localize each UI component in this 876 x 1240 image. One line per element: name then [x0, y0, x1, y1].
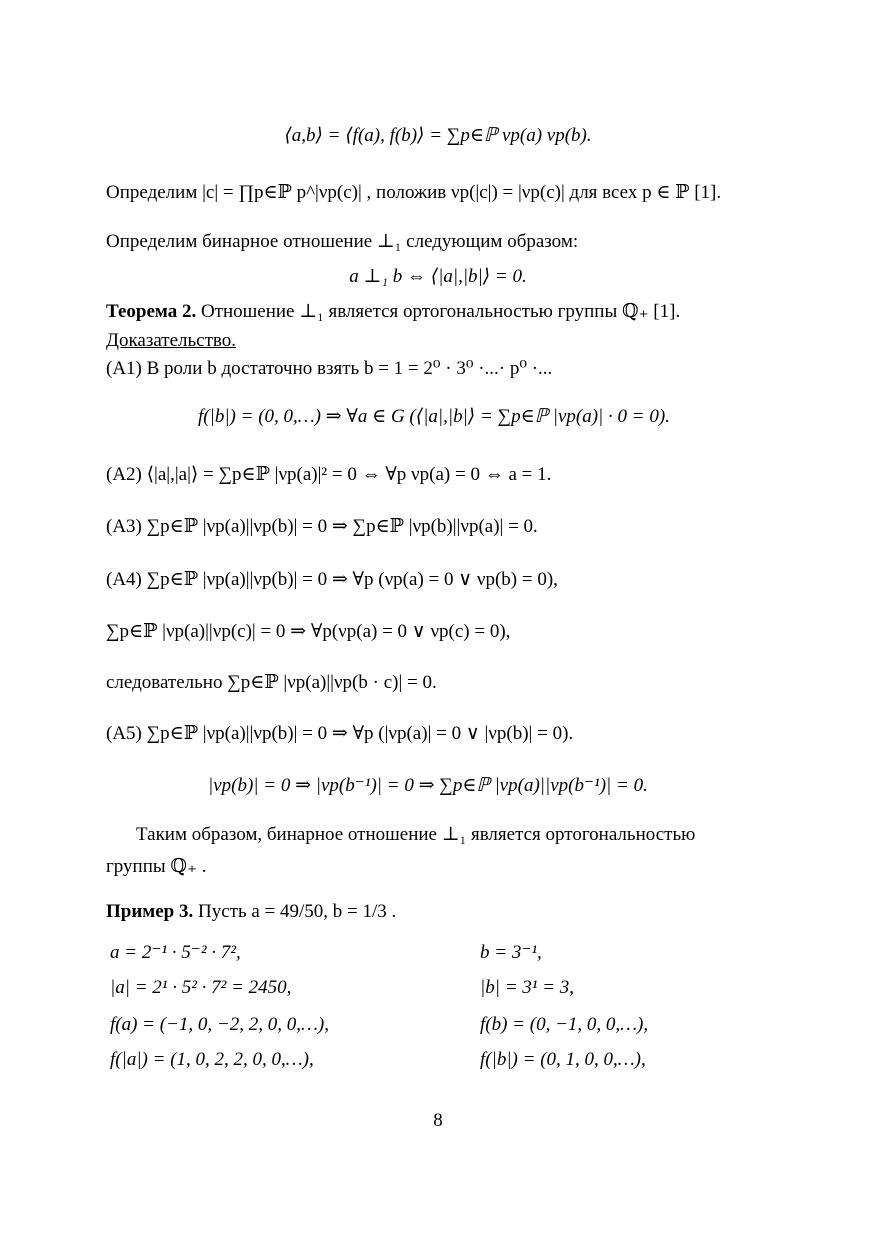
- example-row-3-left: f(a) = (−1, 0, −2, 2, 0, 0,…),: [110, 1014, 329, 1035]
- example-3: [106, 900, 396, 924]
- formula-inner-product: ⟨a,b⟩ = ⟨f(a), f(b)⟩ = ∑p∈ℙ νp(a) νp(b).: [284, 125, 592, 146]
- example-row-3-right: f(b) = (0, −1, 0, 0,…),: [480, 1014, 649, 1035]
- example-3-label: Пример 3.: [106, 901, 194, 922]
- conclusion-line-2: группы ℚ₊ .: [106, 856, 207, 877]
- formula-a4-second: ∑p∈ℙ |νp(a)||νp(c)| = 0 ⇒ ∀p(νp(a) = 0 ∨ νp(c) = 0),: [106, 621, 511, 642]
- theorem-2: [106, 300, 680, 324]
- definition-abs-c: Определим |c| = ∏p∈ℙ p^|νp(c)| , положив νp(|c|) = |νp(c)| для всех p ∈ ℙ [1].: [106, 182, 722, 203]
- example-row-4-right: f(|b|) = (0, 1, 0, 0,…),: [480, 1049, 646, 1070]
- axiom-a1: (A1) В роли b достаточно взять b = 1 = 2⁰ · 3⁰ ·...· p⁰ ·...: [106, 358, 553, 379]
- axiom-a5: (A5) ∑p∈ℙ |νp(a)||νp(b)| = 0 ⇒ ∀p (|νp(a)| = 0 ∨ |νp(b)| = 0).: [106, 723, 574, 744]
- theorem-2-text: Отношение ⊥₁ является ортогональностью группы ℚ₊ [1].: [196, 301, 681, 322]
- proof-heading: Доказательство.: [106, 330, 236, 351]
- axiom-a4: (A4) ∑p∈ℙ |νp(a)||νp(b)| = 0 ⇒ ∀p (νp(a) = 0 ∨ νp(b) = 0),: [106, 569, 558, 590]
- page-number: 8: [433, 1110, 443, 1131]
- theorem-2-label: Теорема 2.: [106, 301, 197, 322]
- example-3-text: Пусть a = 49/50, b = 1/3 .: [193, 901, 397, 922]
- conclusion-line-1: Таким образом, бинарное отношение ⊥₁ является ортогональностью: [136, 824, 696, 845]
- axiom-a2: (A2) ⟨|a|,|a|⟩ = ∑p∈ℙ |νp(a)|² = 0 ⇔ ∀p νp(a) = 0 ⇔ a = 1.: [106, 464, 552, 485]
- example-row-1-left: a = 2⁻¹ · 5⁻² · 7²,: [110, 942, 241, 963]
- example-row-1-right: b = 3⁻¹,: [480, 942, 542, 963]
- example-row-2-right: |b| = 3¹ = 3,: [480, 977, 575, 998]
- formula-a1: f(|b|) = (0, 0,…) ⇒ ∀a ∈ G (⟨|a|,|b|⟩ = ∑p∈ℙ |νp(a)| · 0 = 0).: [198, 406, 670, 427]
- formula-a5: |νp(b)| = 0 ⇒ |νp(b⁻¹)| = 0 ⇒ ∑p∈ℙ |νp(a)||νp(b⁻¹)| = 0.: [208, 775, 648, 796]
- example-row-2-left: |a| = 2¹ · 5² · 7² = 2450,: [110, 977, 292, 998]
- axiom-a3: (A3) ∑p∈ℙ |νp(a)||νp(b)| = 0 ⇒ ∑p∈ℙ |νp(b)||νp(a)| = 0.: [106, 516, 538, 537]
- definition-relation: Определим бинарное отношение ⊥₁ следующим образом:: [106, 231, 579, 252]
- formula-relation: a ⊥₁ b ⇔ ⟨|a|,|b|⟩ = 0.: [349, 266, 527, 287]
- formula-a4-conclusion: следовательно ∑p∈ℙ |νp(a)||νp(b · c)| = 0.: [106, 672, 437, 693]
- example-row-4-left: f(|a|) = (1, 0, 2, 2, 0, 0,…),: [110, 1049, 314, 1070]
